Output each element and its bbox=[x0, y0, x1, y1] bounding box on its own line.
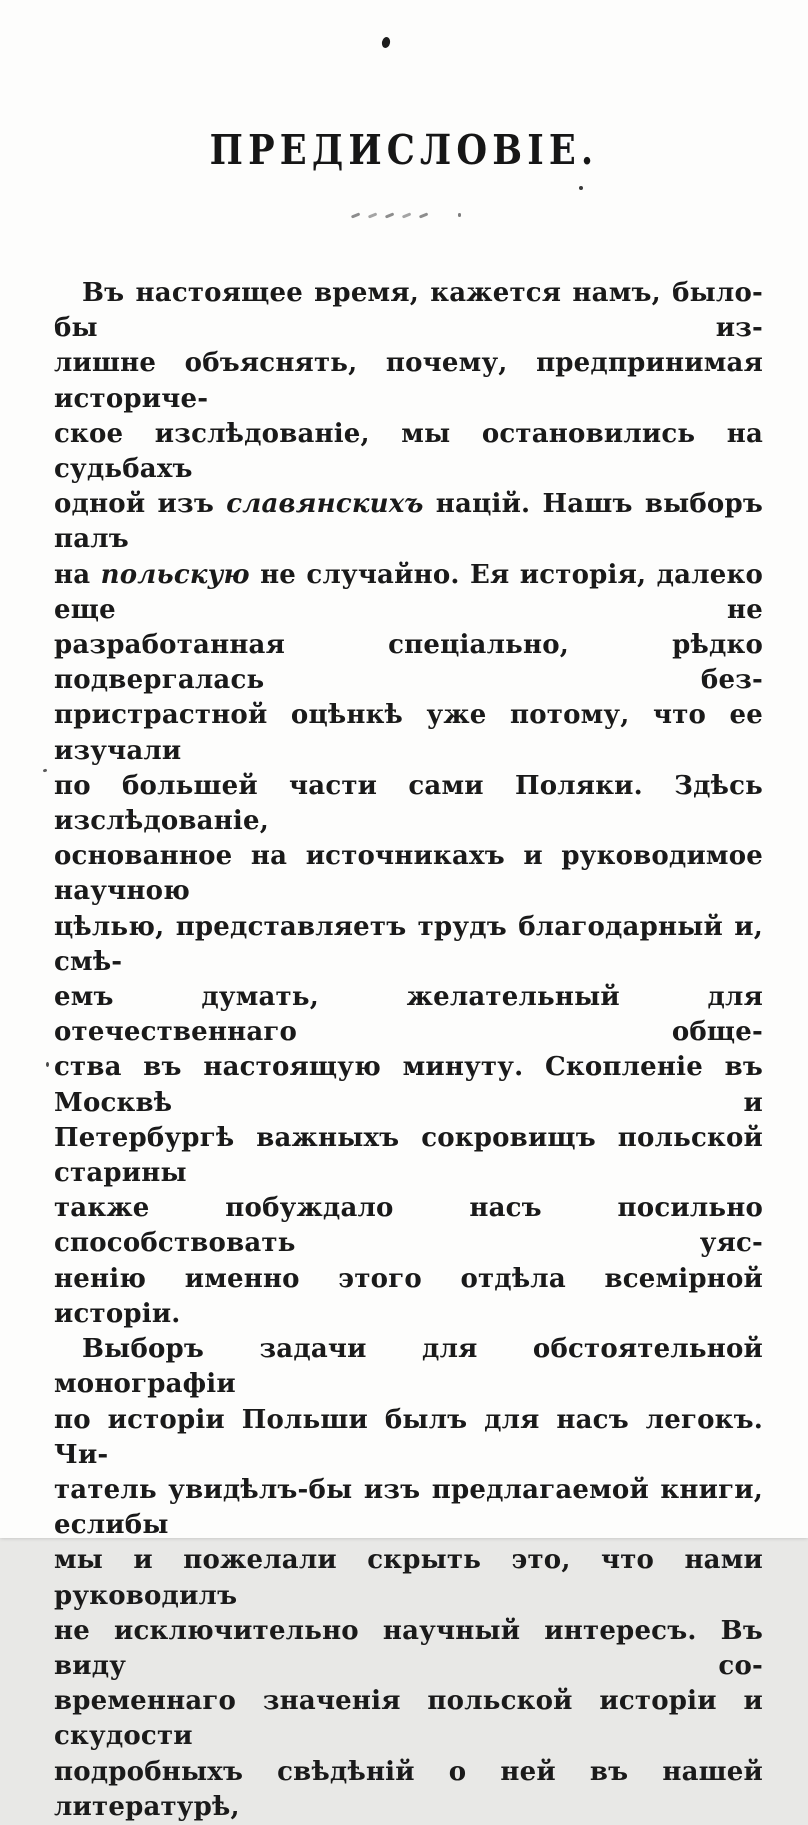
text-line: емъ думать, желательный для отечественнаго обще- bbox=[54, 982, 763, 1048]
text-line: разработанная спеціально, рѣдко подвергалась без- bbox=[54, 630, 763, 696]
text-line: Петербургѣ важныхъ сокровищъ польской старины bbox=[54, 1122, 763, 1189]
text-line: не исключительно научный интересъ. Въ виду со- bbox=[54, 1615, 763, 1681]
text-line: Въ настоящее время, кажется намъ, было-бы из- bbox=[54, 278, 763, 344]
text-line: также побуждало насъ посильно способствовать уяс- bbox=[54, 1193, 763, 1259]
ink-speck bbox=[381, 36, 391, 48]
text-line: ства въ настоящую минуту. Скопленіе въ Москвѣ и bbox=[54, 1052, 763, 1118]
text-line: ненію именно этого отдѣла всемірной исторіи. bbox=[54, 1263, 763, 1329]
line-segment: одной изъ bbox=[54, 489, 227, 520]
ornament-dash bbox=[402, 212, 411, 218]
line-segment: не случайно. Ея исторія, далеко еще не bbox=[54, 559, 764, 625]
text-line: лишне объяснять, почему, предпринимая историче- bbox=[54, 348, 763, 414]
text-line: подробныхъ свѣдѣній о ней въ нашей литературѣ, bbox=[54, 1756, 763, 1822]
ornament-dash bbox=[419, 212, 428, 218]
italic-word: славянскихъ bbox=[226, 489, 424, 520]
ornament-dash bbox=[351, 212, 360, 218]
text-line: Выборъ задачи для обстоятельной монографіи bbox=[54, 1334, 763, 1400]
ink-speck bbox=[43, 768, 48, 772]
ink-speck bbox=[46, 1062, 49, 1067]
italic-word: польскую bbox=[100, 559, 250, 590]
ornament-dash bbox=[368, 212, 377, 218]
line-segment: націй. Нашъ выборъ палъ bbox=[54, 489, 763, 555]
text-line: мы и пожелали скрыть это, что нами руководилъ bbox=[54, 1545, 763, 1611]
text-line: цѣлью, представляетъ трудъ благодарный и, смѣ- bbox=[54, 911, 763, 977]
text-line: по исторіи Польши былъ для насъ легокъ. Чи- bbox=[54, 1404, 763, 1470]
text-line: ское изслѣдованіе, мы остановились на судьбахъ bbox=[54, 418, 763, 485]
ornament-dash bbox=[385, 212, 394, 218]
line-segment: на bbox=[54, 559, 101, 590]
separator-ornament bbox=[0, 209, 808, 221]
text-line: татель увидѣлъ-бы изъ предлагаемой книги, еслибы bbox=[54, 1474, 763, 1541]
text-line: по большей части сами Поляки. Здѣсь изслѣдованіе, bbox=[54, 770, 763, 837]
page-title: ПРЕДИСЛОВІЕ. bbox=[209, 126, 599, 174]
text-line: пристрастной оцѣнкѣ уже потому, что ее изучали bbox=[54, 700, 763, 766]
text-line bbox=[54, 558, 763, 628]
text-line: основанное на источникахъ и руководимое научною bbox=[54, 841, 763, 907]
ornament-dot bbox=[458, 213, 462, 217]
preface-text bbox=[54, 276, 763, 1825]
ink-speck bbox=[579, 186, 583, 190]
text-line bbox=[54, 487, 763, 557]
text-line: временнаго значенія польской исторіи и скудости bbox=[54, 1686, 763, 1752]
